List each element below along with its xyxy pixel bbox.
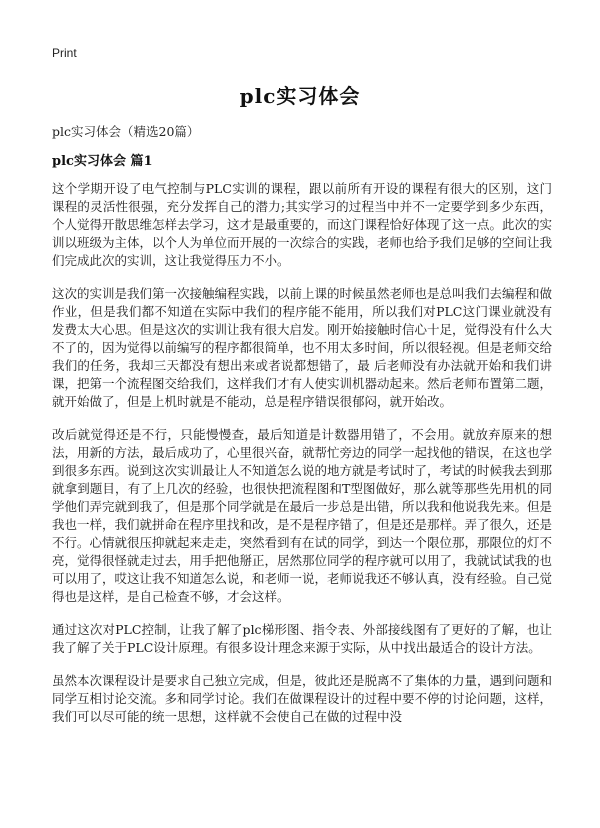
paragraph-2: 这次的实训是我们第一次接触编程实践，以前上课的时候虽然老师也是总叫我们去编程和做作业，但是我们都不知道在实际中我们的程序能不能用，所以我们对PLC这门课业就没有发费太大心思。但是这次的实训让我有很大启发。刚开始接触时信心十足，觉得没有什么大不了的，因为觉得以前编写的程序都很简单，也不用太多时间，所以很轻视。但是老师交给我们的任务，我却三天都没有想出来或者说都想错了，最 后老师没有办法就开始和我们讲课，把第一个流程图交给我们，这样我们才有人使实训机器动起来。然后老师布置第二题，就开始做了，但是上机时就是不能动，总是程序错误很郁闷，就开始改。	[52, 286, 553, 409]
paragraph-1: 这个学期开设了电气控制与PLC实训的课程，跟以前所有开设的课程有很大的区别，这门课程的灵活性很强，充分发挥自己的潜力;其实学习的过程当中并不一定要学到多少东西，个人觉得开散思维怎样去学习，这才是最重要的，而这门课程恰好体现了这一点。此次的实训以班级为主体，以个人为单位而开展的一次综合的实践，老师也给予我们足够的空间让我们完成此次的实训，这让我觉得压力不小。	[52, 181, 553, 268]
paragraph-4: 通过这次对PLC控制，让我了解了plc梯形图、指令表、外部接线图有了更好的了解，也让我了解了关于PLC设计原理。有很多设计理念来源于实际，从中找出最适合的设计方法。	[52, 622, 552, 655]
paragraph-3: 改后就觉得还是不行，只能慢慢查，最后知道是计数器用错了，不会用。就放弃原来的想法，用新的方法，最后成功了，心里很兴奋，就帮忙旁边的同学一起找他的错误，在这也学到很多东西。说到这次实训最让人不知道怎么说的地方就是考试时了，考试的时候我去到那就拿到题目，有了上几次的经验，也很快把流程图和T型图做好，那么就等那些先用机的同学他们弄完就到我了，但是那个同学就是在最后一步总是出错，所以我和他说我先来。但是我也一样，我们就拼命在程序里找和改，是不是程序错了，但是还是那样。弄了很久，还是不行。心情就很压抑就起来走走，突然看到有在试的同学，到达一个限位那，那限位的灯不亮，觉得很怪就走过去，用手把他掰正，居然那位同学的程序就可以用了，我就试试我的也可以用了，哎这让我不知道怎么说，和老师一说，老师说我还不够认真，没有经验。自己觉得也是这样，是自己检查不够，才会这样。	[52, 427, 553, 604]
section-heading: plc实习体会 篇1	[52, 154, 153, 169]
document-subtitle: plc实习体会（精选20篇）	[52, 124, 200, 139]
paragraph-5: 虽然本次课程设计是要求自己独立完成，但是，彼此还是脱离不了集体的力量，遇到问题和同学互相讨论交流。多和同学讨论。我们在做课程设计的过程中要不停的讨论问题，这样，我们可以尽可能的统一思想，这样就不会使自己在做的过程中没	[52, 673, 553, 724]
article-body	[52, 180, 552, 741]
document-title: plc实习体会	[239, 84, 361, 108]
print-label: Print	[52, 46, 77, 60]
